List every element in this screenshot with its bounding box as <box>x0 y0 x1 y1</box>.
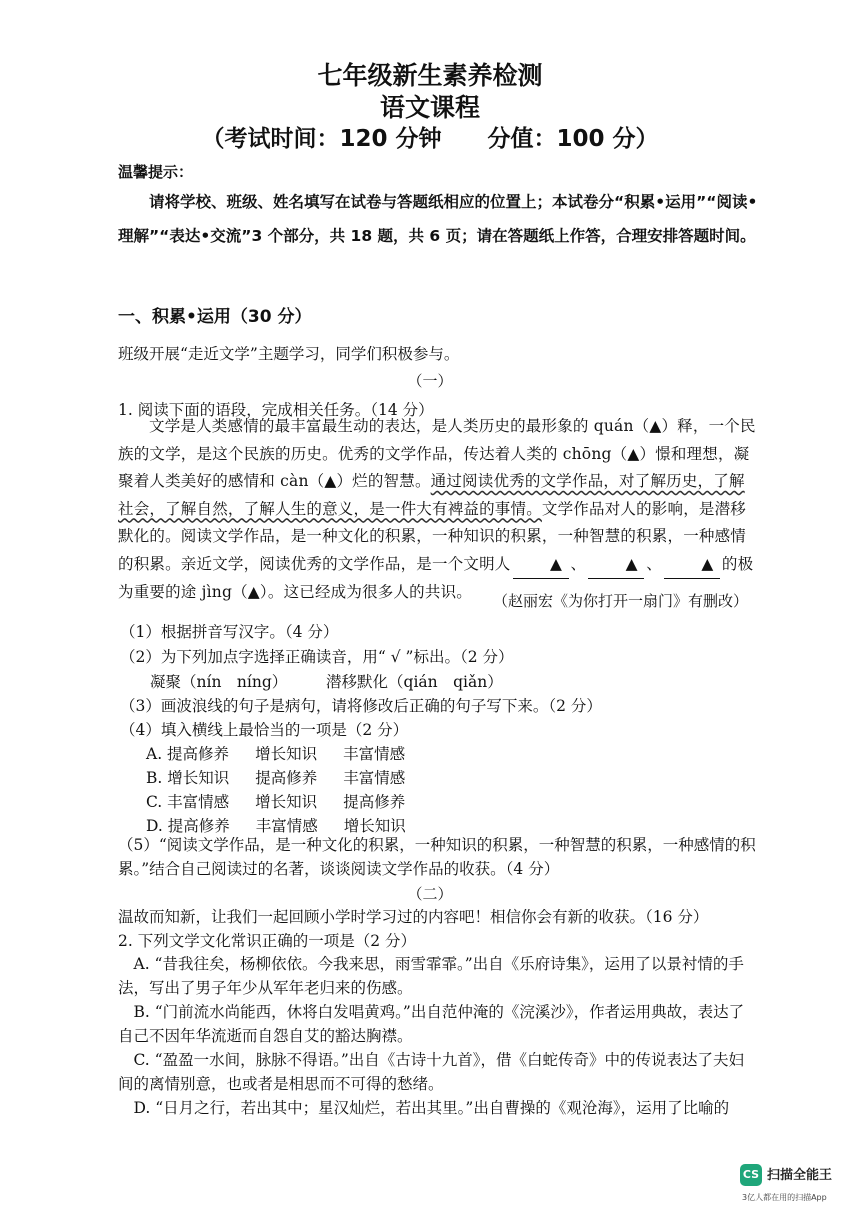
q2-option-a: A. “昔我往矣，杨柳依依。今我来思，雨雪霏霏。”出自《乐府诗集》，运用了以景衬情的手法，写出了男子年少从军年老归来的伤感。 <box>118 955 744 997</box>
passage-part-2: 文学作品对人的影响，是潜移默化的。阅读文学作品，是一种文化的积累，一种知识的积累，一种智慧的积累，一种感情的积累。亲近文学，阅读优秀的文学作品，是一个文明人 <box>118 499 747 573</box>
camscanner-name: 扫描全能王 <box>767 1168 833 1183</box>
wavy-underlined-sentence: 通过阅读优秀的文学作品，对了解历史，了解社会，了解自然，了解人生的意义，是一件大有裨益的事情。 <box>118 472 745 518</box>
option-b-2: 提高修养 <box>255 769 318 787</box>
fill-blank-2: ▲ <box>588 551 644 580</box>
sub-question-5: （5）“阅读文学作品，是一种文化的积累，一种知识的积累，一种智慧的积累，一种感情的积累。”结合自己阅读过的名著，谈谈阅读文学作品的收获。（4 分） <box>118 836 756 878</box>
option-a-1: A. 提高修养 <box>146 745 230 763</box>
tips-title: 温馨提示： <box>118 163 194 181</box>
section-intro: 班级开展“走近文学”主题学习，同学们积极参与。 <box>118 345 460 363</box>
option-c-1: C. 丰富情感 <box>146 793 230 811</box>
fill-blank-1: ▲ <box>513 551 569 580</box>
q2-option-b: B. “门前流水尚能西，休将白发唱黄鸡。”出自范仲淹的《浣溪沙》，作者运用典故，表达了自己不因年华流逝而自怨自艾的豁达胸襟。 <box>118 1003 745 1045</box>
q2-option-d: D. “日月之行，若出其中；星汉灿烂，若出其里。”出自曹操的《观沧海》，运用了比喻的 <box>133 1099 730 1117</box>
sub-question-2: （2）为下列加点字选择正确读音，用“ √ ”标出。（2 分） <box>120 648 514 666</box>
option-b <box>146 766 431 788</box>
sub-question-1: （1）根据拼音写汉字。（4 分） <box>120 623 339 641</box>
part-2-intro: 温故而知新，让我们一起回顾小学时学习过的内容吧！相信你会有新的收获。（16 分） <box>118 908 709 926</box>
camscanner-tagline: 3亿人都在用的扫描App <box>742 1193 827 1202</box>
sub-question-3: （3）画波浪线的句子是病句，请将修改后正确的句子写下来。（2 分） <box>120 697 602 715</box>
option-d-2: 丰富情感 <box>255 817 318 835</box>
section-heading: 一、积累•运用（30 分） <box>118 307 312 327</box>
option-d-1: D. 提高修养 <box>146 817 230 835</box>
part-label-2: （二） <box>407 885 453 903</box>
question-1-stem: 1. 阅读下面的语段，完成相关任务。（14 分） <box>118 401 434 419</box>
part-label-1: （一） <box>407 372 453 390</box>
option-b-3: 丰富情感 <box>343 769 406 787</box>
camscanner-logo: CS <box>740 1164 762 1186</box>
exam-meta: （考试时间：120 分钟 分值：100 分） <box>201 126 659 152</box>
fill-blank-3: ▲ <box>664 551 720 580</box>
option-a <box>146 742 431 764</box>
passage-part-1: 文学是人类感情的最丰富最生动的表达，是人类历史的最形象的 quán（▲）释，一个民族的文学，是这个民族的历史。优秀的文学作品，传达着人类的 chōng（▲）憬和理想，凝聚着人类美好的感情和 càn（▲）烂的智慧。 <box>118 417 756 490</box>
question-2-stem: 2. 下列文学文化常识正确的一项是（2 分） <box>118 932 417 950</box>
option-c-3: 提高修养 <box>343 793 406 811</box>
option-c <box>146 790 431 812</box>
passage-part-3: 的极为重要的途 jìng（▲）。这已经成为很多人的共识。 <box>118 554 754 601</box>
option-b-1: B. 增长知识 <box>146 769 230 787</box>
sub-question-4: （4）填入横线上最恰当的一项是（2 分） <box>120 721 409 739</box>
option-c-2: 增长知识 <box>255 793 318 811</box>
pronunciation-items: 凝聚（nín níng） 潜移默化（qián qiǎn） <box>150 673 503 691</box>
passage-source: （赵丽宏《为你打开一扇门》有删改） <box>492 592 748 610</box>
option-d-3: 增长知识 <box>343 817 406 835</box>
q2-option-c: C. “盈盈一水间，脉脉不得语。”出自《古诗十九首》，借《白蛇传奇》中的传说表达了夫妇间的离情别意，也或者是相思而不可得的愁绪。 <box>118 1051 745 1093</box>
reading-passage: 文学是人类感情的最丰富最生动的表达，是人类历史的最形象的 quán（▲）释，一个民族的文学，是这个民族的历史。优秀的文学作品，传达着人类的 chōng（▲）憬和理想，凝聚着人类美好的感情和 càn（▲）烂的智慧。通过阅读优秀的文学作品，对了解历史，了解社会，了解自然，了解人生的意义，是一件大有裨益的事情。文学作品对人的影响，是潜移默化的。阅读文学作品，是一种文化的积累，一种知识的积累，一种智慧的积累，一种感情的积累。亲近文学，阅读优秀的文学作品，是一个文明人 ▲ 、 ▲ 、 ▲ 的极为重要的途 jìng（▲）。这已经成为很多人的共识。 <box>118 417 756 601</box>
exam-title: 七年级新生素养检测 <box>317 61 543 90</box>
subject-title: 语文课程 <box>379 93 480 122</box>
option-a-2: 增长知识 <box>255 745 318 763</box>
option-a-3: 丰富情感 <box>343 745 406 763</box>
tips-body: 请将学校、班级、姓名填写在试卷与答题纸相应的位置上；本试卷分“积累•运用”“阅读•理解”“表达•交流”3 个部分，共 18 题，共 6 页；请在答题纸上作答，合理安排答题时间。 <box>118 193 758 245</box>
